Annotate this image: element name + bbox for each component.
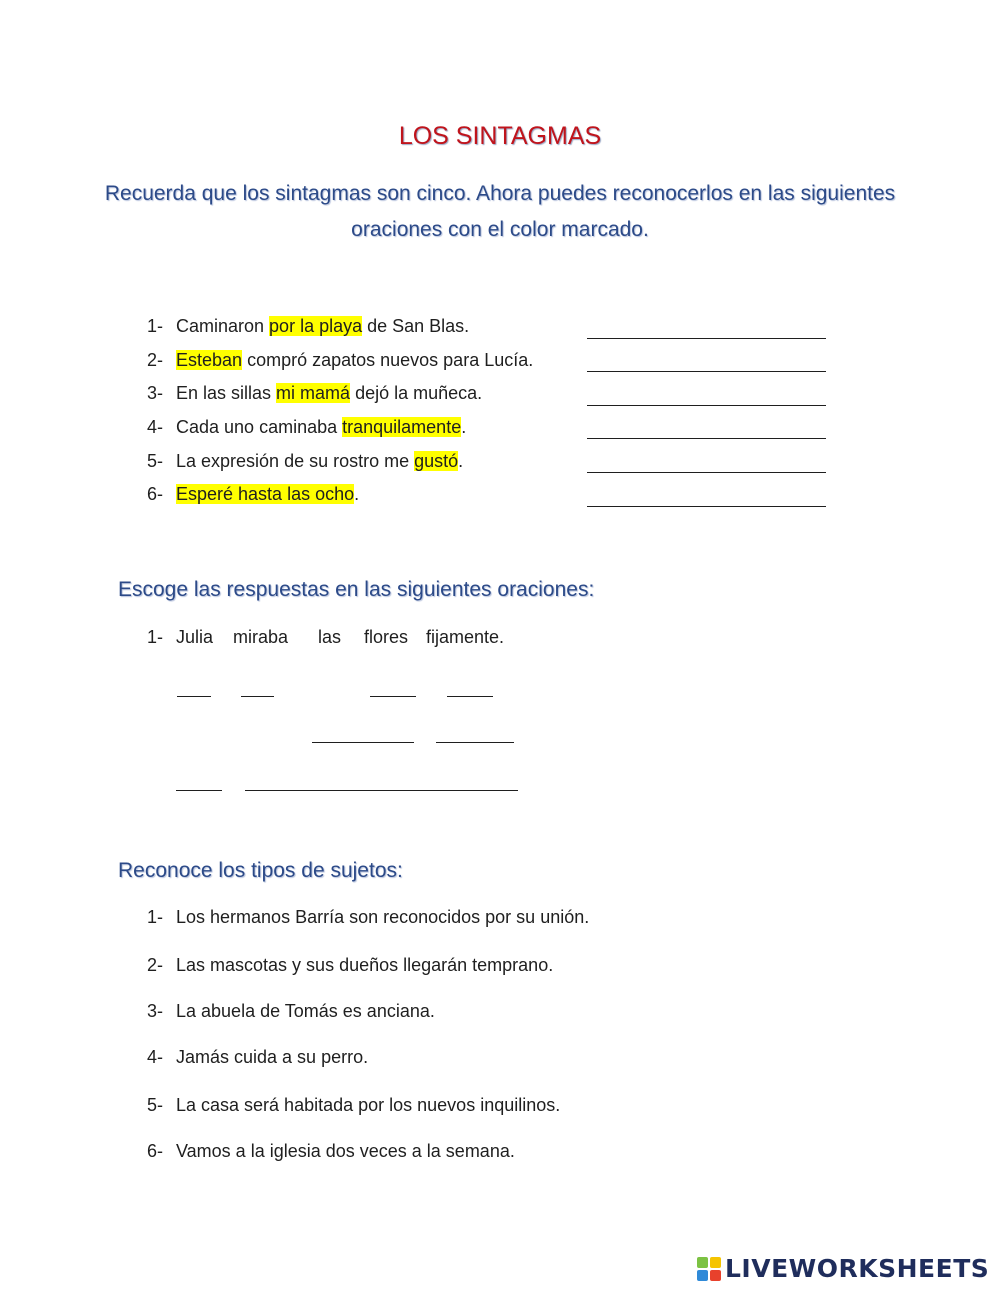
list-item: 3- La abuela de Tomás es anciana.: [147, 1001, 435, 1021]
highlighted-phrase: tranquilamente: [342, 417, 462, 437]
answer-blank-subject[interactable]: [176, 790, 222, 791]
item-number: 6-: [147, 484, 164, 504]
answer-blank-predicate[interactable]: [245, 790, 518, 791]
section-2-heading: Escoge las respuestas en las siguientes oraciones:: [118, 578, 595, 601]
answer-blank-5[interactable]: [587, 472, 826, 473]
section-3-heading: Reconoce los tipos de sujetos:: [118, 859, 403, 882]
logo-icon: [697, 1257, 721, 1281]
list-item: 6- Vamos a la iglesia dos veces a la semana.: [147, 1141, 515, 1161]
answer-blank-2[interactable]: [587, 371, 826, 372]
sentence-word: fijamente.: [426, 627, 505, 647]
answer-blank-4[interactable]: [587, 438, 826, 439]
list-item: 6- Esperé hasta las ocho.: [147, 484, 360, 504]
highlighted-phrase: gustó: [414, 451, 459, 471]
highlighted-phrase: Esteban: [176, 350, 243, 370]
item-number: 1-: [147, 316, 164, 336]
list-item: 4- Cada uno caminaba tranquilamente.: [147, 417, 467, 437]
list-item: 4- Jamás cuida a su perro.: [147, 1047, 369, 1067]
list-item: 3- En las sillas mi mamá dejó la muñeca.: [147, 383, 483, 403]
item-number: 1-: [147, 627, 164, 647]
answer-blank-flores[interactable]: [370, 696, 416, 697]
page-title: LOS SINTAGMAS: [398, 122, 602, 150]
item-number: 3-: [147, 383, 164, 403]
highlighted-phrase: por la playa: [269, 316, 363, 336]
item-number: 5-: [147, 451, 164, 471]
logo-text: LIVEWORKSHEETS: [725, 1254, 990, 1283]
list-item: 2- Las mascotas y sus dueños llegarán temprano.: [147, 955, 554, 975]
answer-blank-miraba[interactable]: [241, 696, 274, 697]
intro-text: Recuerda que los sintagmas son cinco. Ahora puedes reconocerlos en las siguientes oraciones con el color marcado.: [104, 182, 896, 241]
sentence-word: las: [318, 627, 342, 647]
list-item: 1- Caminaron por la playa de San Blas.: [147, 316, 470, 336]
analysis-sentence: [147, 625, 567, 649]
answer-blank-1[interactable]: [587, 338, 826, 339]
sentence-word: miraba: [233, 627, 289, 647]
sentence-word: flores: [364, 627, 409, 647]
item-number: 4-: [147, 417, 164, 437]
answer-blank-julia[interactable]: [177, 696, 211, 697]
list-item: 5- La expresión de su rostro me gustó.: [147, 451, 464, 471]
sentence-word: Julia: [176, 627, 214, 647]
answer-blank-3[interactable]: [587, 405, 826, 406]
highlighted-phrase: mi mamá: [276, 383, 351, 403]
list-item: 5- La casa será habitada por los nuevos inquilinos.: [147, 1095, 561, 1115]
answer-blank-fijamente[interactable]: [447, 696, 493, 697]
answer-blank-modifier[interactable]: [436, 742, 514, 743]
list-item: 2- Esteban compró zapatos nuevos para Lucía.: [147, 350, 534, 370]
list-item: 1- Los hermanos Barría son reconocidos por su unión.: [147, 907, 590, 927]
highlighted-phrase: Esperé hasta las ocho: [176, 484, 355, 504]
answer-blank-object[interactable]: [312, 742, 414, 743]
answer-blank-6[interactable]: [587, 506, 826, 507]
item-number: 2-: [147, 350, 164, 370]
